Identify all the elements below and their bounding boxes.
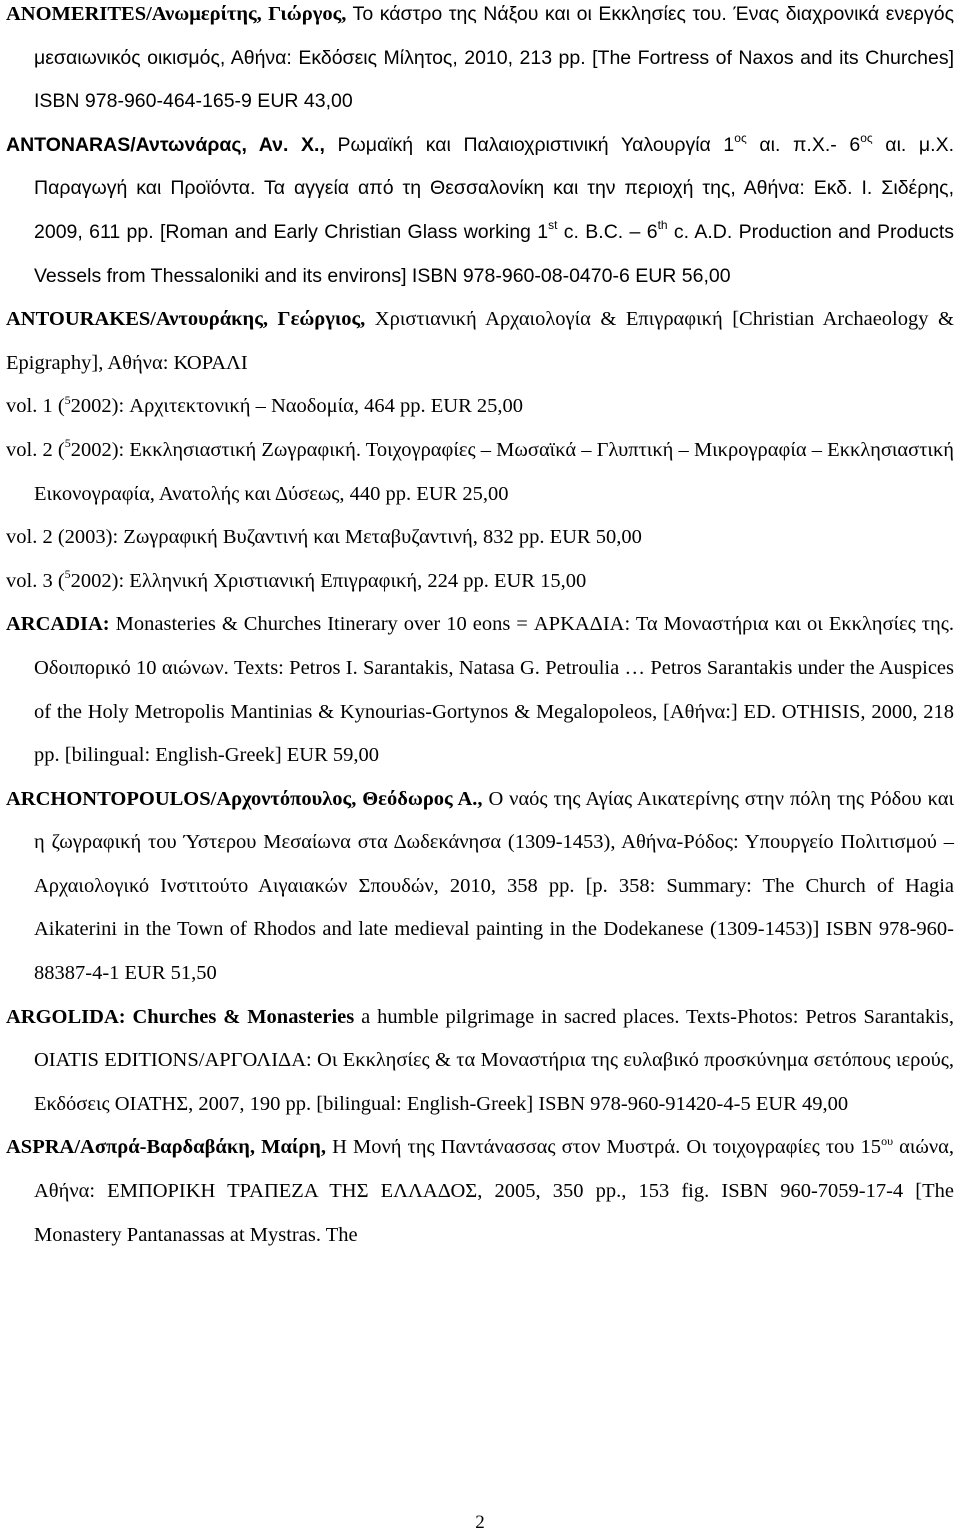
entry-text: Το κάστρο της Νάξου και οι Εκκλησίες του. Ένας διαχρονικά ενεργός μεσαιωνικός οικισμός, Αθήνα: Εκδόσεις Μίλητος, 2010, 213 pp. [The Fortress of Naxos and its Churches] ISBN 978-960-464-165-9 EUR 43,00 — [34, 3, 954, 113]
entry-text: Ρωμαϊκή και Παλαιοχριστινική Υαλουργία 1 — [324, 133, 735, 156]
entry-heading: ARGOLIDA: Churches & Monasteries — [6, 1005, 355, 1028]
bibliography-entry-archontopoulos — [6, 778, 954, 996]
entry-heading: ARCHONTOPOULOS/Αρχοντόπουλος, Θεόδωρος Α., — [6, 787, 483, 810]
superscript: st — [548, 218, 558, 233]
bibliography-entry-antonaras — [6, 124, 954, 298]
entry-heading: ANTONARAS/Αντωνάρας, Αν. Χ., — [6, 133, 325, 156]
superscript: ος — [734, 131, 747, 146]
bibliography-entry-arcadia — [6, 603, 954, 777]
entry-text: a humble pilgrimage in sacred places. Texts-Photos: Petros Sarantakis, OIATIS EDITIONS/ΑΡΓΟΛΙΔΑ: Οι Εκκλησίες & τα Μοναστήρια της ευλαβικό προσκύνημα σετόπους ιερούς, Εκδόσεις ΟΙΑΤΗΣ, 2007, 190 pp. [bilingual: English-Greek] ISBN 978-960-91420-4-5 EUR 49,00 — [34, 1005, 954, 1115]
entry-heading: ANOMERITES/Ανωμερίτης, Γιώργος, — [6, 3, 347, 25]
entry-text: Ο ναός της Αγίας Αικατερίνης στην πόλη της Ρόδου και η ζωγραφική του Ύστερου Μεσαίωνα στα Δωδεκάνησα (1309-1453), Αθήνα-Ρόδος: Υπουργείο Πολιτισμού – Αρχαιολογικό Ινστιτούτο Αιγαιακών Σπουδών, 2010, 358 pp. [p. 358: Summary: The Church of Hagia Aikaterini in the Town of Rhodos and late medieval painting in the Dodekanese (1309-1453)] ISBN 978-960-88387-4-1 EUR 51,50 — [34, 787, 954, 985]
entry-text: αι. μ.Χ. Παραγωγή και Προϊόντα. Τα αγγεία από τη Θεσσαλονίκη και την περιοχή της, Αθήνα: Εκδ. Ι. Σιδέρης, 2009, 611 pp. [Roman and Early Christian Glass working 1 — [34, 133, 955, 243]
superscript: 5 — [64, 566, 71, 581]
volume-text: 2002): Εκκλησιαστική Ζωγραφική. Τοιχογραφίες – Μωσαϊκά – Γλυπτική – Μικρογραφία – Εκκλησιαστική Εικονογραφία, Ανατολής και Δύσεως, 440 pp. EUR 25,00 — [34, 438, 954, 505]
page-number: 2 — [475, 1512, 485, 1533]
volume-text: vol. 3 ( — [6, 569, 65, 592]
superscript: ου — [881, 1133, 894, 1148]
volume-line — [6, 560, 954, 604]
bibliography-list — [6, 0, 954, 1257]
entry-text: c. A.D. Production and Products Vessels from Thessaloniki and its environs] ISBN 978-960-08-0470-6 EUR 56,00 — [34, 220, 955, 287]
bibliography-entry-argolida — [6, 996, 954, 1127]
entry-text: αι. π.Χ.- 6 — [746, 133, 861, 156]
volume-text: vol. 2 ( — [6, 438, 65, 461]
volume-line — [6, 516, 954, 560]
entry-text: Χριστιανική Αρχαιολογία & Επιγραφική [Christian Archaeology & Epigraphy], Αθήνα: ΚΟΡΑΛΙ — [6, 308, 954, 374]
entry-heading: ANTOURAKES/Αντουράκης, Γεώργιος, — [6, 308, 366, 331]
superscript: th — [657, 218, 668, 233]
volume-text: 2002): Αρχιτεκτονική – Ναοδομία, 464 pp. EUR 25,00 — [70, 395, 524, 418]
entry-text: Monasteries & Churches Itinerary over 10 eons = ΑΡΚΑΔΙΑ: Τα Μοναστήρια και οι Εκκλησίες της. Οδοιπορικό 10 αιώνων. Texts: Petros I. Sarantakis, Natasa G. Petroulia … Petros Sarantakis under the Auspices of the Holy Metropolis Mantinias & Kynourias-Gortynos & Megalopoleos, [Αθήνα:] ED. OTHISIS, 2000, 218 pp. [bilingual: English-Greek] EUR 59,00 — [34, 613, 954, 767]
superscript: 5 — [64, 436, 71, 451]
bibliography-entry-aspra — [6, 1126, 954, 1257]
volume-line — [6, 385, 954, 429]
entry-text: Η Μονή της Παντάνασσας στον Μυστρά. Οι τοιχογραφίες του 15 — [326, 1136, 882, 1159]
bibliography-entry-anomerites — [6, 0, 954, 124]
volume-text: vol. 2 (2003): Ζωγραφική Βυζαντινή και Μεταβυζαντινή, 832 pp. EUR 50,00 — [6, 526, 642, 549]
entry-heading: ARCADIA: — [6, 613, 110, 636]
volume-line — [6, 429, 954, 516]
entry-heading: ASPRA/Ασπρά-Βαρδαβάκη, Μαίρη, — [6, 1136, 326, 1159]
superscript: 5 — [64, 392, 71, 407]
bibliography-entry-antourakes — [6, 298, 954, 385]
volume-text: vol. 1 ( — [6, 395, 65, 418]
entry-text: αιώνα, Αθήνα: ΕΜΠΟΡΙΚΗ ΤΡΑΠΕΖΑ ΤΗΣ ΕΛΛΑΔΟΣ, 2005, 350 pp., 153 fig. ISBN 960-7059-17-4 [The Monastery Pantanassas at Mystras. The — [34, 1136, 954, 1246]
volume-text: 2002): Ελληνική Χριστιανική Επιγραφική, 224 pp. EUR 15,00 — [70, 569, 587, 592]
entry-text: c. B.C. – 6 — [557, 220, 658, 243]
superscript: ος — [860, 131, 873, 146]
